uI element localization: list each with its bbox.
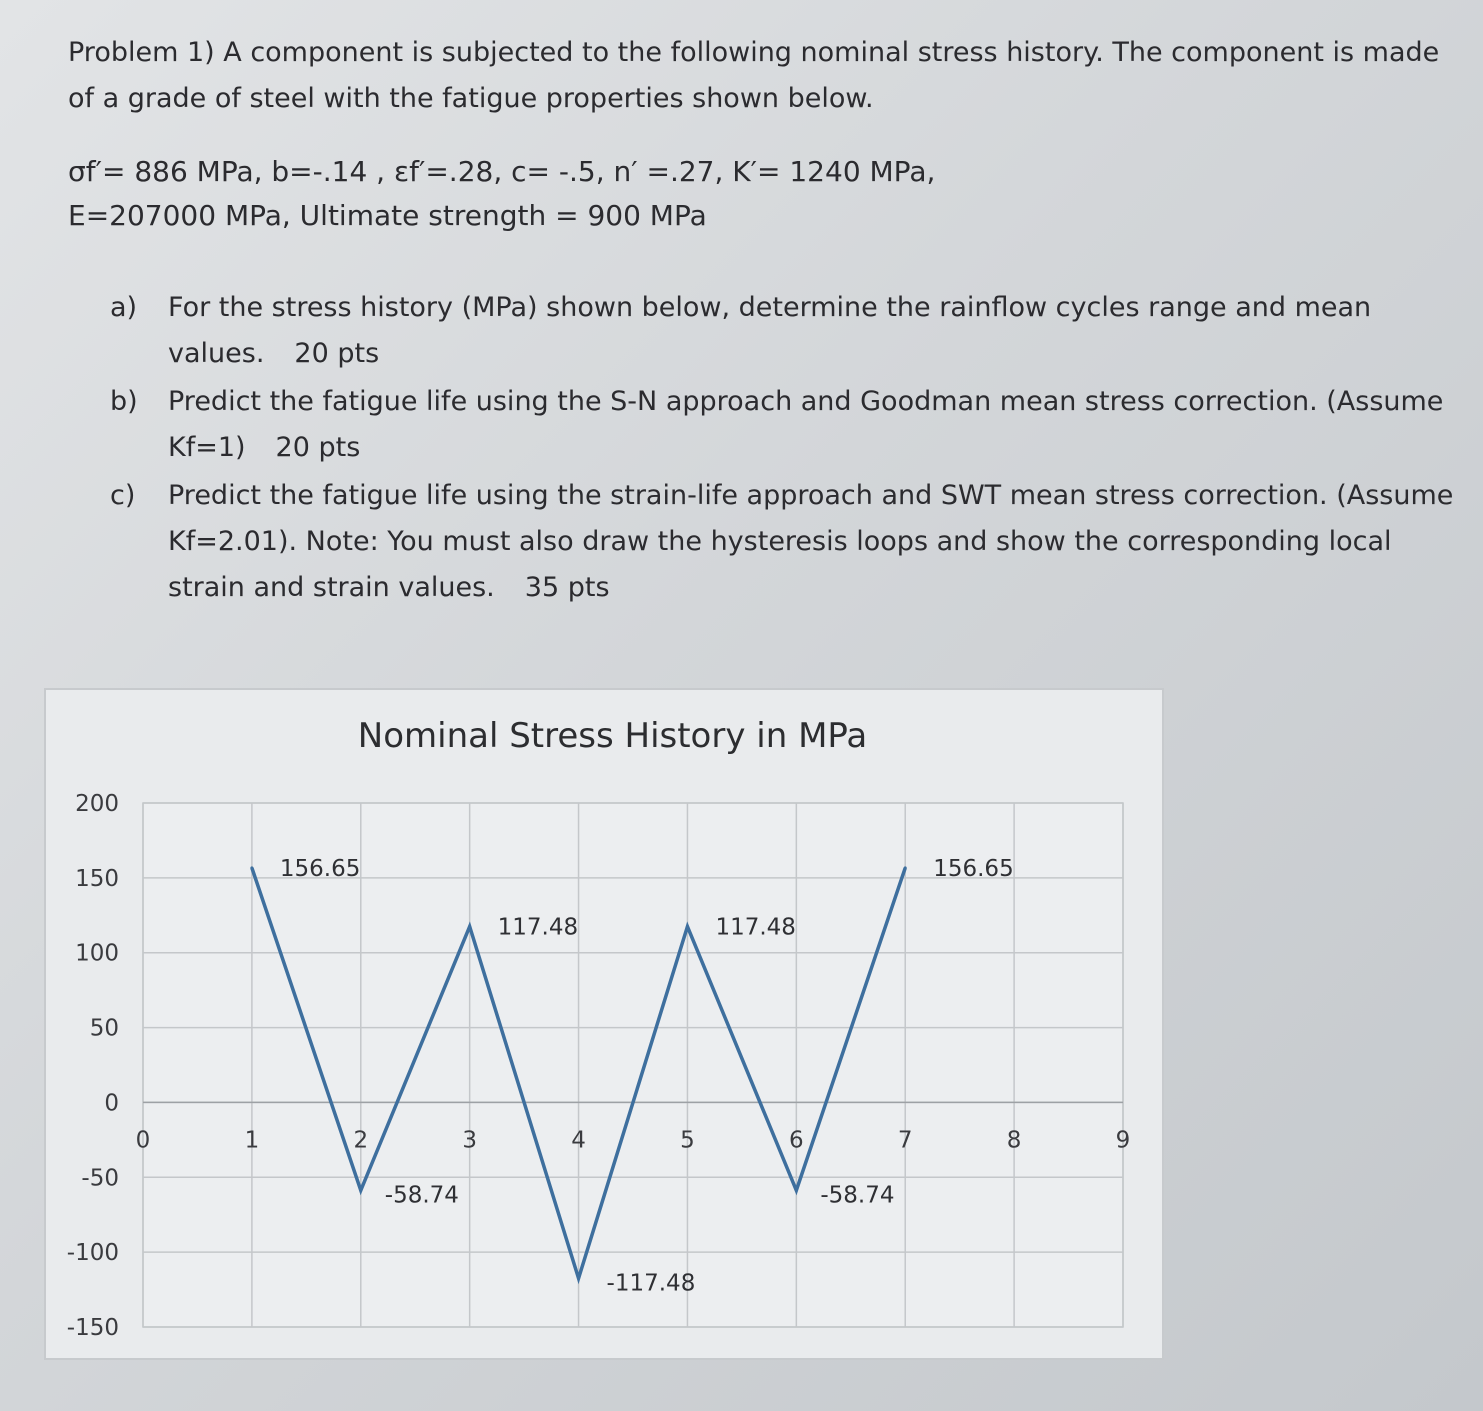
y-tick-label: 100 bbox=[75, 940, 119, 967]
x-tick-label: 8 bbox=[1006, 1127, 1022, 1154]
x-tick-label: 2 bbox=[353, 1127, 369, 1154]
x-tick-label: 5 bbox=[680, 1127, 695, 1154]
y-tick-label: 150 bbox=[75, 865, 119, 892]
chart-title: Nominal Stress History in MPa bbox=[357, 716, 868, 756]
part-c-letter: c) bbox=[110, 480, 136, 511]
data-point bbox=[468, 925, 471, 928]
data-label: -58.74 bbox=[820, 1182, 895, 1209]
part-b-points: 20 pts bbox=[275, 432, 361, 463]
part-b-text: Predict the fatigue life using the S-N approach and Goodman mean stress correction. (Assume Kf=1) bbox=[168, 386, 1444, 463]
x-tick-label: 7 bbox=[897, 1127, 913, 1154]
y-tick-label: -50 bbox=[81, 1165, 119, 1192]
data-point bbox=[577, 1277, 580, 1280]
data-point bbox=[795, 1189, 798, 1192]
data-label: 117.48 bbox=[715, 914, 796, 941]
data-point bbox=[250, 866, 253, 869]
part-b-letter: b) bbox=[110, 386, 138, 417]
params-line-2: E=207000 MPa, Ultimate strength = 900 MPa bbox=[68, 199, 707, 232]
params-line-1: σf′= 886 MPa, b=-.14 , εf′=.28, c= -.5, n′ =.27, K′= 1240 MPa, bbox=[68, 155, 936, 188]
data-point bbox=[359, 1189, 362, 1192]
x-tick-label: 3 bbox=[462, 1127, 477, 1154]
data-point bbox=[904, 866, 907, 869]
data-point bbox=[686, 925, 689, 928]
part-c-points: 35 pts bbox=[524, 572, 610, 603]
part-a-points: 20 pts bbox=[294, 338, 380, 369]
y-tick-label: 200 bbox=[75, 791, 119, 817]
x-tick-label: 0 bbox=[135, 1127, 151, 1154]
part-c-text: Predict the fatigue life using the strain-life approach and SWT mean stress correction. (Assume Kf=2.01). Note: You must also draw the hysteresis loops and show the corresponding local strain and strain values. bbox=[168, 480, 1454, 603]
y-tick-label: 50 bbox=[89, 1015, 119, 1042]
part-a-text: For the stress history (MPa) shown below, determine the rainflow cycles range and mean values. bbox=[168, 292, 1372, 369]
problem-intro: Problem 1) A component is subjected to the following nominal stress history. The component is made of a grade of steel with the fatigue properties shown below. bbox=[68, 37, 1440, 114]
x-tick-label: 6 bbox=[789, 1127, 804, 1154]
data-label: -58.74 bbox=[384, 1182, 459, 1209]
x-tick-label: 4 bbox=[571, 1127, 586, 1154]
data-label: 156.65 bbox=[279, 855, 361, 882]
x-tick-label: 9 bbox=[1115, 1127, 1131, 1154]
x-tick-label: 1 bbox=[244, 1127, 260, 1154]
data-label: -117.48 bbox=[606, 1270, 696, 1297]
y-tick-label: 0 bbox=[104, 1090, 119, 1117]
y-tick-label: -100 bbox=[66, 1240, 119, 1267]
data-label: 117.48 bbox=[497, 914, 579, 941]
data-label: 156.65 bbox=[933, 855, 1014, 882]
part-a-letter: a) bbox=[110, 292, 138, 323]
y-tick-label: -150 bbox=[66, 1315, 119, 1341]
